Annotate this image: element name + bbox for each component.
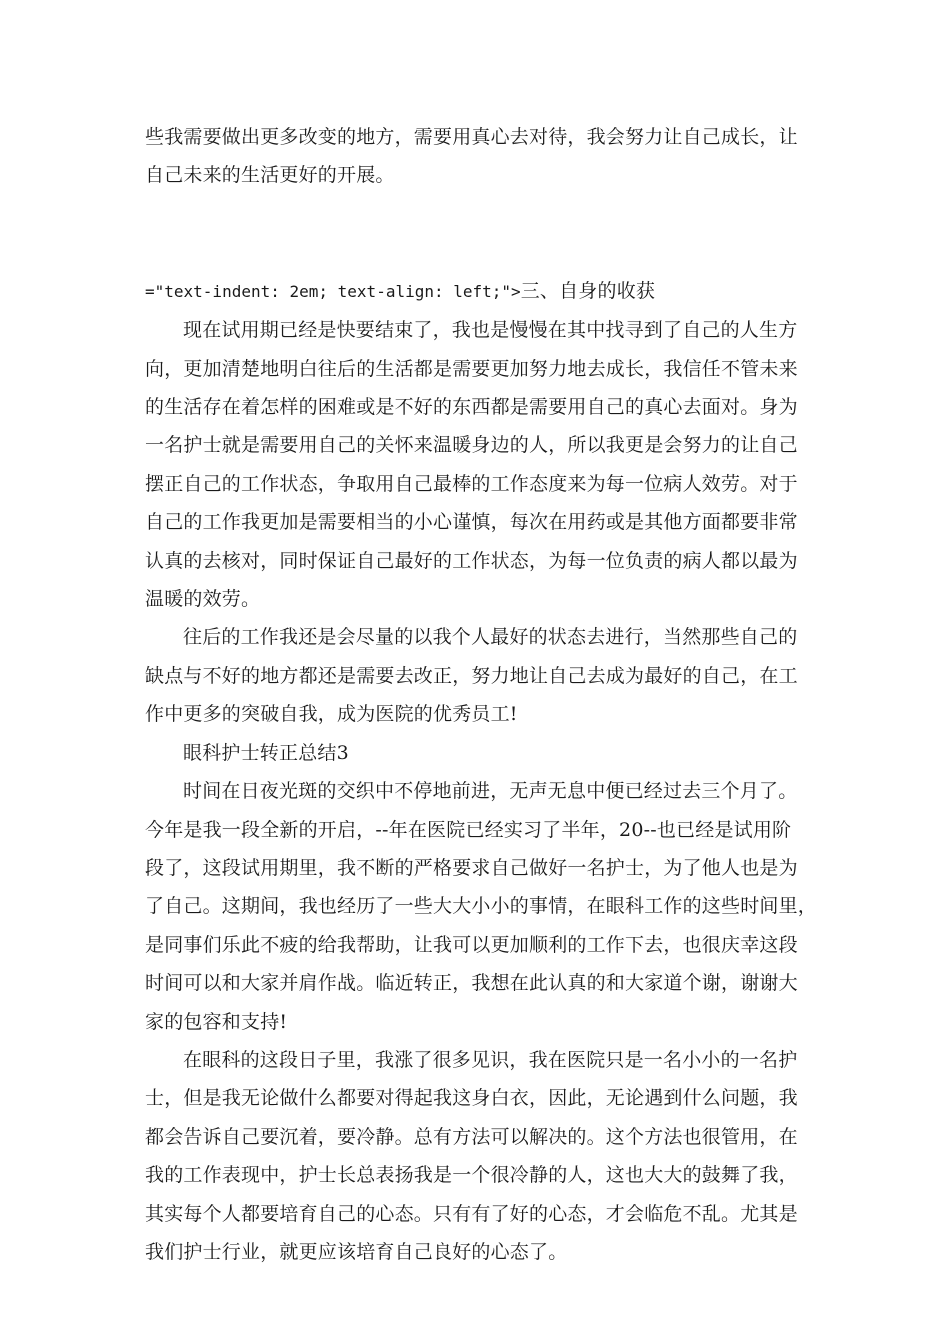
- text-line: 温暖的效劳。: [145, 588, 261, 611]
- text-line: 都会告诉自己要沉着，要冷静。总有方法可以解决的。这个方法也很管用，在: [145, 1125, 798, 1148]
- text-line: 了自己。这期间，我也经历了一些大大小小的事情，在眼科工作的这些时间里，: [145, 895, 818, 918]
- text-line: 今年是我一段全新的开启，--年在医院已经实习了半年，20--也已经是试用阶: [145, 818, 792, 841]
- text-line: 往后的工作我还是会尽量的以我个人最好的状态去进行，当然那些自己的: [183, 626, 798, 649]
- section3-paragraph-2: [145, 618, 805, 733]
- spacer: [145, 195, 805, 272]
- section-heading: [145, 272, 805, 311]
- text-line: 现在试用期已经是快要结束了，我也是慢慢在其中找寻到了自己的人生方: [183, 319, 798, 342]
- text-line: 我们护士行业，就更应该培育自己良好的心态了。: [145, 1240, 568, 1263]
- text-line: 时间可以和大家并肩作战。临近转正，我想在此认真的和大家道个谢，谢谢大: [145, 972, 798, 995]
- text-line: 自己未来的生活更好的开展。: [145, 164, 395, 187]
- text-line: 作中更多的突破自我，成为医院的优秀员工!: [145, 703, 518, 726]
- intro-paragraph: [145, 118, 805, 195]
- section-heading-text: 三、自身的收获: [520, 279, 656, 302]
- summary3-paragraph-1: [145, 772, 818, 1041]
- stray-style-code: ="text-indent: 2em; text-align: left;">: [145, 281, 521, 301]
- text-line: 向，更加清楚地明白往后的生活都是需要更加努力地去成长，我信任不管未来: [145, 357, 798, 380]
- text-line: 缺点与不好的地方都还是需要去改正，努力地让自己去成为最好的自己，在工: [145, 664, 798, 687]
- text-line: 在眼科的这段日子里，我涨了很多见识，我在医院只是一名小小的一名护: [183, 1048, 798, 1071]
- text-line: 士，但是我无论做什么都要对得起我这身白衣，因此，无论遇到什么问题，我: [145, 1087, 798, 1110]
- text-line: 的生活存在着怎样的困难或是不好的东西都是需要用自己的真心去面对。身为: [145, 396, 798, 419]
- text-line: 认真的去核对，同时保证自己最好的工作状态，为每一位负责的病人都以最为: [145, 549, 798, 572]
- text-line: 摆正自己的工作状态，争取用自己最棒的工作态度来为每一位病人效劳。对于: [145, 472, 798, 495]
- text-line: 时间在日夜光斑的交织中不停地前进，无声无息中便已经过去三个月了。: [183, 780, 798, 803]
- text-line: 自己的工作我更加是需要相当的小心谨慎，每次在用药或是其他方面都要非常: [145, 511, 798, 534]
- summary-title: 眼科护士转正总结3: [183, 741, 349, 764]
- text-line: 其实每个人都要培育自己的心态。只有有了好的心态，才会临危不乱。尤其是: [145, 1202, 798, 1225]
- summary3-paragraph-2: [145, 1041, 805, 1271]
- text-line: 是同事们乐此不疲的给我帮助，让我可以更加顺利的工作下去，也很庆幸这段: [145, 933, 798, 956]
- text-line: 我的工作表现中，护士长总表扬我是一个很冷静的人，这也大大的鼓舞了我，: [145, 1164, 798, 1187]
- section3-paragraph-1: [145, 311, 805, 618]
- text-line: 家的包容和支持!: [145, 1010, 288, 1033]
- text-line: 段了，这段试用期里，我不断的严格要求自己做好一名护士，为了他人也是为: [145, 856, 798, 879]
- text-line: 一名护士就是需要用自己的关怀来温暖身边的人，所以我更是会努力的让自己: [145, 434, 798, 457]
- text-line: 些我需要做出更多改变的地方，需要用真心去对待，我会努力让自己成长，让: [145, 126, 798, 148]
- document-page: [145, 118, 818, 1271]
